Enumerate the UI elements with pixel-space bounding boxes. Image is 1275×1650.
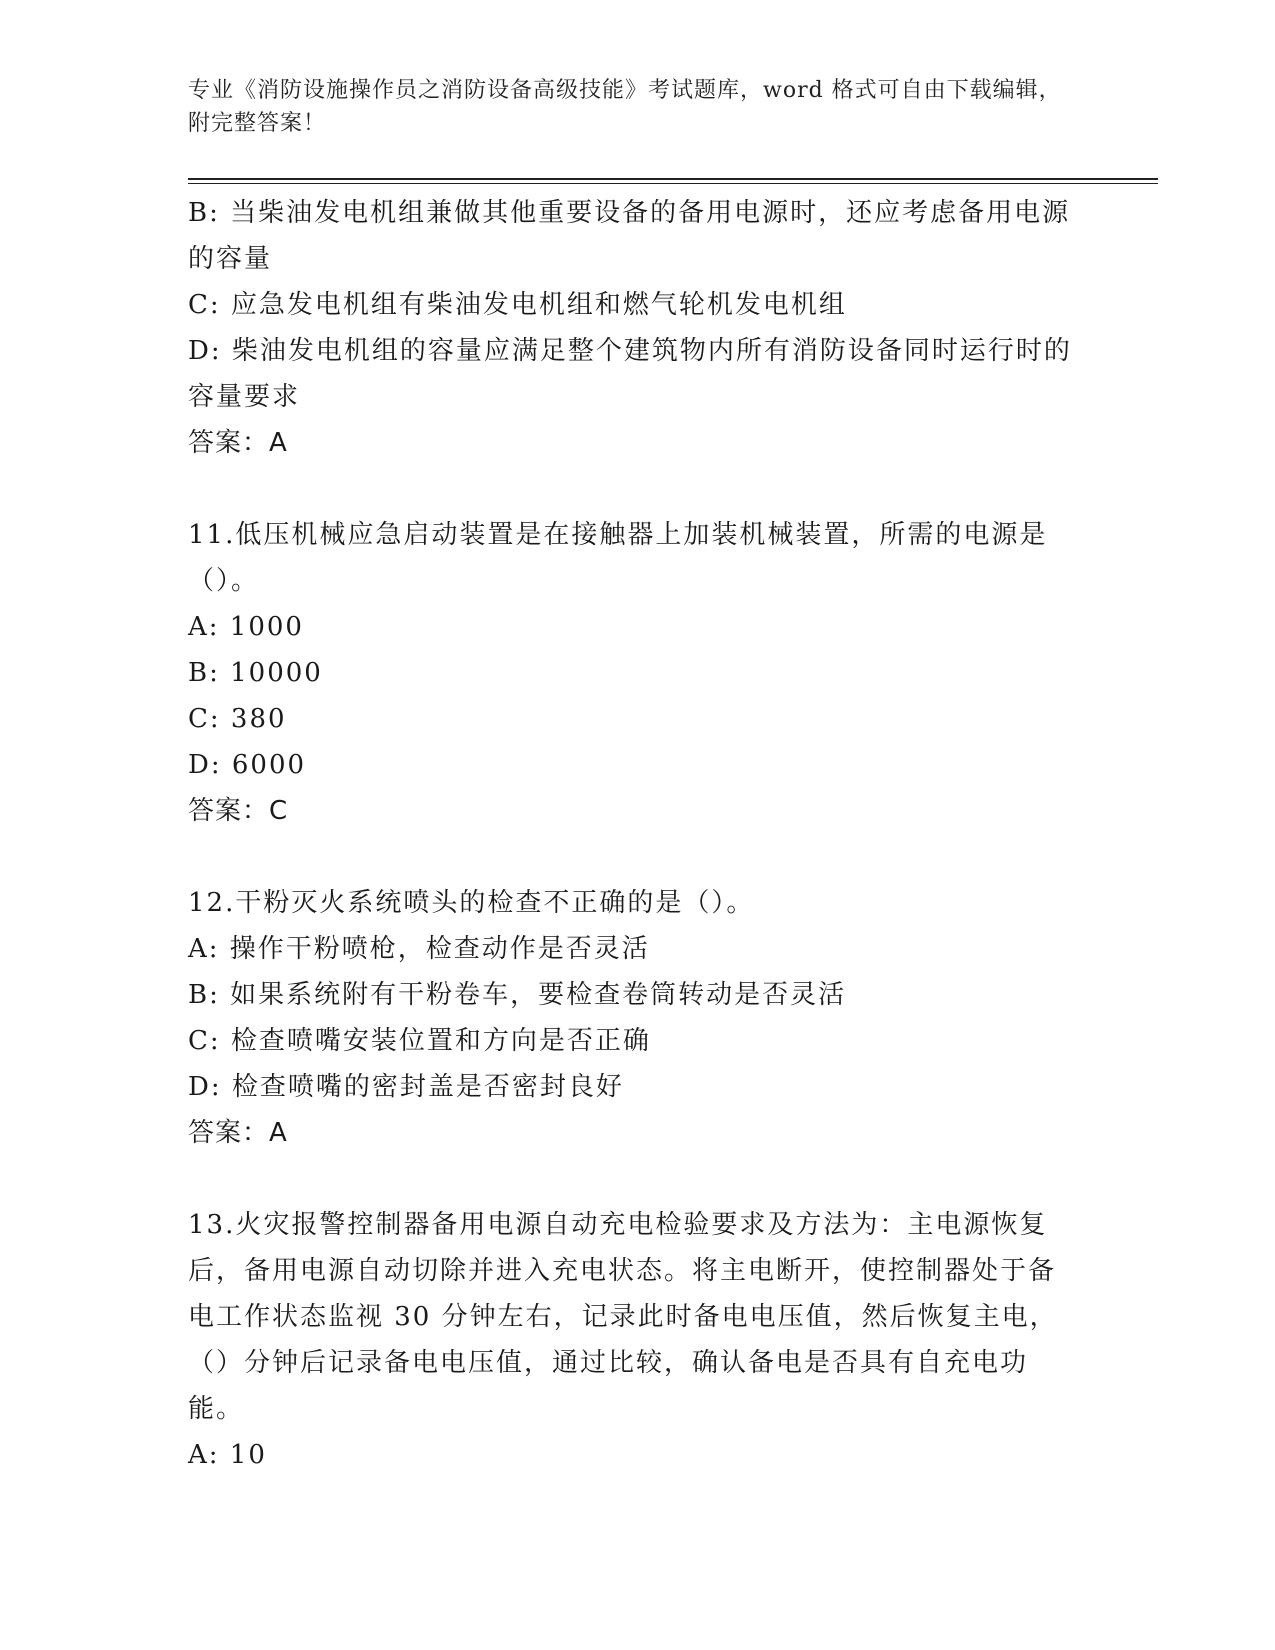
answer-label: 答案：A: [188, 428, 288, 458]
option-a: A: 1000: [188, 612, 304, 642]
header-rule-thick: [188, 178, 1158, 180]
option-d: D: 柴油发电机组的容量应满足整个建筑物内所有消防设备同时运行时的容量要求: [188, 336, 1072, 412]
question-text: 11.低压机械应急启动装置是在接触器上加装机械装置，所需的电源是（）。: [188, 520, 1048, 596]
question-11: [188, 512, 1078, 834]
answer-label: 答案：A: [188, 1118, 288, 1148]
option-d: D: 6000: [188, 750, 307, 780]
option-a: A: 10: [188, 1440, 267, 1470]
header-rule-thin: [188, 183, 1158, 184]
option-c: C: 380: [188, 704, 287, 734]
question-13: [188, 1202, 1078, 1478]
option-b: B: 当柴油发电机组兼做其他重要设备的备用电源时，还应考虑备用电源的容量: [188, 198, 1071, 274]
question-text: 12.干粉灭火系统喷头的检查不正确的是（）。: [188, 888, 755, 918]
answer-label: 答案：C: [188, 796, 289, 826]
document-body: [188, 190, 1078, 1478]
option-d: D: 检查喷嘴的密封盖是否密封良好: [188, 1072, 624, 1102]
option-b: B: 如果系统附有干粉卷车，要检查卷筒转动是否灵活: [188, 980, 847, 1010]
option-b: B: 10000: [188, 658, 323, 688]
question-text: 13.火灾报警控制器备用电源自动充电检验要求及方法为：主电源恢复后，备用电源自动切除并进入充电状态。将主电断开，使控制器处于备电工作状态监视 30 分钟左右，记录此时备电电压值，然后恢复主电，（）分钟后记录备电电压值，通过比较，确认备电是否具有自充电功能。: [188, 1210, 1058, 1424]
document-header: 专业《消防设施操作员之消防设备高级技能》考试题库，word 格式可自由下载编辑，附完整答案！: [188, 78, 1062, 136]
question-10-continuation: [188, 190, 1078, 466]
option-a: A: 操作干粉喷枪，检查动作是否灵活: [188, 934, 650, 964]
option-c: C: 应急发电机组有柴油发电机组和燃气轮机发电机组: [188, 290, 847, 320]
question-12: [188, 880, 1078, 1156]
option-c: C: 检查喷嘴安装位置和方向是否正确: [188, 1026, 651, 1056]
